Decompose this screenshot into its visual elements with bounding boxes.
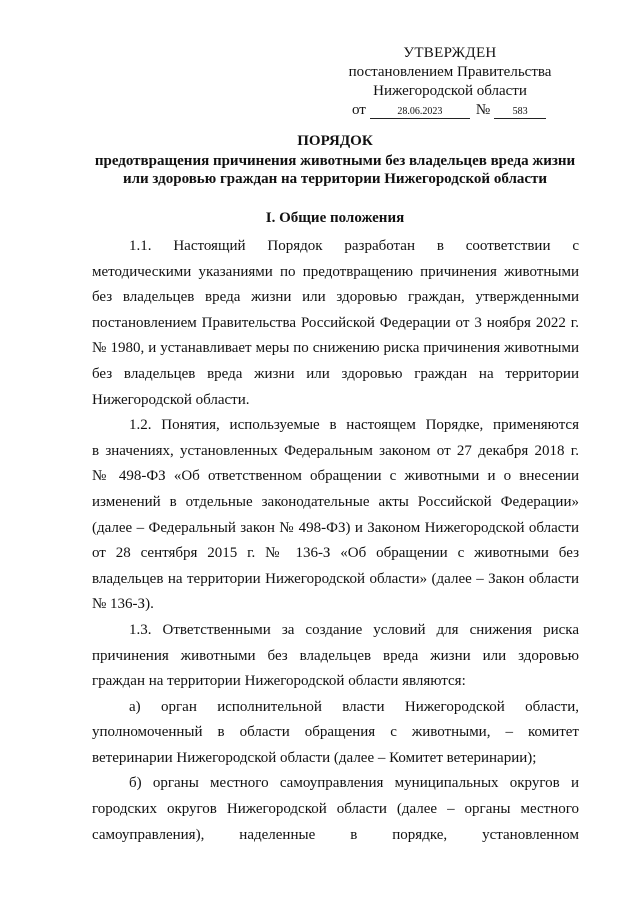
- document-body: [92, 234, 579, 848]
- body-line: от 28 сентября 2015 г. № 136-З «Об обращении с животными без: [92, 545, 579, 562]
- body-line: (далее – Федеральный закон № 498-ФЗ) и Законом Нижегородской области: [92, 519, 579, 536]
- approval-line-2: Нижегородской области: [373, 83, 527, 99]
- body-line: методическими указаниями по предотвращению причинения животными: [92, 263, 579, 280]
- approval-stamp: [330, 44, 570, 120]
- approved-label: УТВЕРЖДЕН: [403, 45, 497, 61]
- body-line: постановлением Правительства Российской Федерации от 3 ноября 2022 г.: [92, 314, 579, 331]
- body-line: без владельцев вреда жизни или здоровью граждан, утвержденными: [92, 289, 579, 306]
- body-line: № 498-ФЗ «Об ответственном обращении с животными и о внесении: [92, 468, 579, 485]
- body-line: Нижегородской области.: [92, 391, 250, 408]
- body-line: уполномоченный в области обращения с животными, – комитет: [92, 724, 579, 741]
- title-main: ПОРЯДОК: [297, 133, 373, 149]
- body-line: без владельцев вреда жизни или здоровью граждан на территории: [92, 365, 579, 382]
- body-line: № 1980, и устанавливает меры по снижению риска причинения животными: [92, 340, 579, 357]
- body-line: владельцев на территории Нижегородской области» (далее – Закон области: [92, 570, 579, 587]
- approval-date-row: [352, 101, 570, 120]
- body-line: 1.1. Настоящий Порядок разработан в соответствии с: [129, 238, 579, 254]
- body-line: № 136-З).: [92, 596, 154, 613]
- body-line: б) органы местного самоуправления муниципальных округов и: [129, 775, 579, 792]
- approval-date: 28.06.2023: [370, 106, 470, 119]
- section-heading: I. Общие положения: [265, 210, 405, 226]
- document-title: [70, 132, 600, 188]
- body-line: изменений в отдельные законодательные акты Российской Федерации»: [92, 493, 579, 510]
- body-line: 1.2. Понятия, используемые в настоящем Порядке, применяются: [129, 417, 579, 434]
- body-line: 1.3. Ответственными за создание условий для снижения риска: [129, 621, 579, 638]
- body-line: в значениях, установленных Федеральным законом от 27 декабря 2018 г.: [92, 442, 579, 459]
- title-sub-1: предотвращения причинения животными без владельцев вреда жизни: [94, 153, 576, 169]
- title-sub-2: или здоровью граждан на территории Нижегородской области: [122, 171, 548, 187]
- body-line: городских округов Нижегородской области (далее – органы местного: [92, 801, 579, 818]
- body-line: ветеринарии Нижегородской области (далее – Комитет ветеринарии);: [92, 749, 537, 766]
- approval-line-1: постановлением Правительства: [348, 64, 552, 80]
- body-line: а) орган исполнительной власти Нижегородской области,: [129, 698, 579, 715]
- body-line: самоуправления), наделенные в порядке, установленном: [92, 826, 579, 843]
- from-label: от: [352, 102, 366, 118]
- number-sign: №: [475, 102, 491, 118]
- approval-number: 583: [494, 106, 546, 119]
- body-line: причинения животными без владельцев вреда жизни или здоровью: [92, 647, 579, 664]
- body-line: граждан на территории Нижегородской области являются:: [92, 673, 466, 690]
